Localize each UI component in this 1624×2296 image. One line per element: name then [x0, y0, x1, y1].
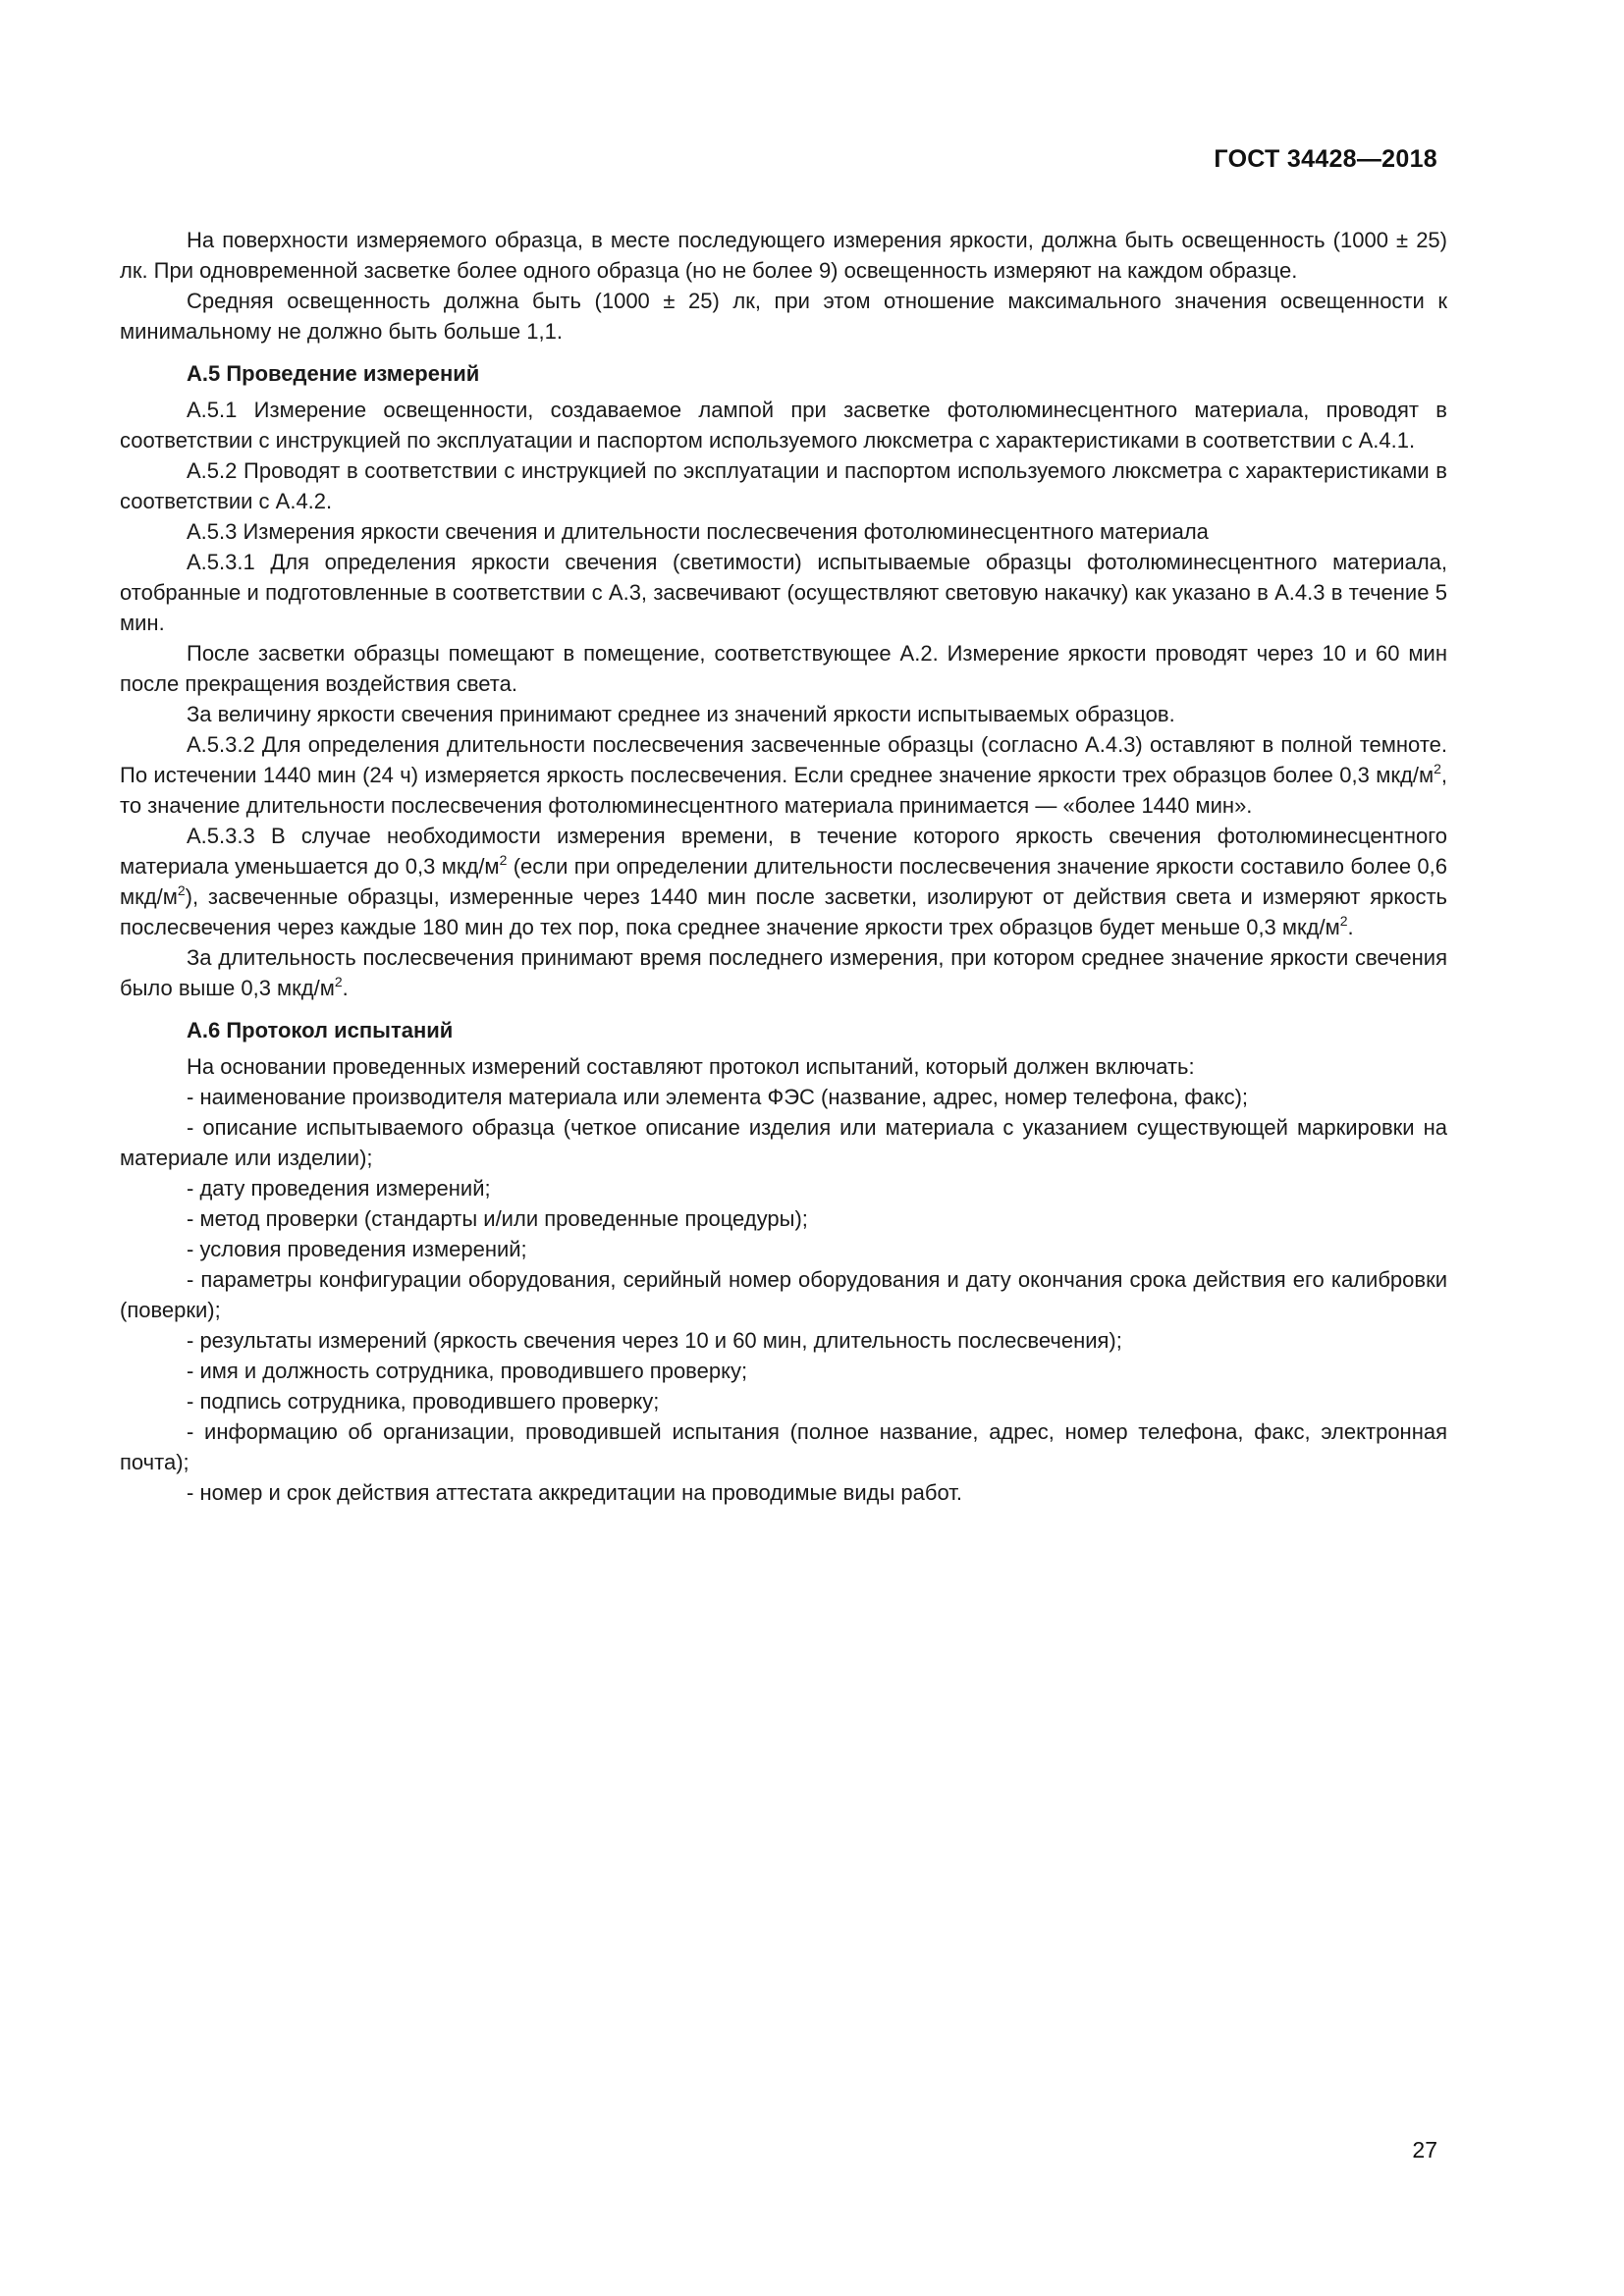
- paragraph-a5-3-3: [120, 821, 1447, 942]
- paragraph-a5-3: А.5.3 Измерения яркости свечения и длительности послесвечения фотолюминесцентного материала: [187, 519, 1209, 544]
- superscript: 2: [1434, 761, 1441, 776]
- text-fragment: (если при определении длительности послесвечения значение яркости составило более 0,6 мкд/м: [120, 854, 1448, 909]
- paragraph: На основании проведенных измерений составляют протокол испытаний, который должен включать:: [187, 1054, 1195, 1079]
- text-fragment: ), засвеченные образцы, измеренные через 1440 мин после засветки, изолируют от действия света и измеряют яркость послесвечения через каждые 180 мин до тех пор, пока среднее значение яркости трех образцов будет меньше 0,3 мкд/м: [120, 884, 1447, 939]
- list-item: - дату проведения измерений;: [187, 1176, 491, 1201]
- list-item: - номер и срок действия аттестата аккредитации на проводимые виды работ.: [187, 1480, 962, 1505]
- section-heading-a6: А.6 Протокол испытаний: [187, 1018, 454, 1042]
- list-item: - параметры конфигурации оборудования, серийный номер оборудования и дату окончания срока действия его калибровки (поверки);: [120, 1267, 1447, 1322]
- list-item: - информацию об организации, проводившей испытания (полное название, адрес, номер телефона, факс, электронная почта);: [120, 1419, 1447, 1474]
- paragraph: За величину яркости свечения принимают среднее из значений яркости испытываемых образцов.: [187, 702, 1175, 726]
- paragraph: На поверхности измеряемого образца, в месте последующего измерения яркости, должна быть освещенность (1000 ± 25) лк. При одновременной засветке более одного образца (но не более 9) освещенность измеряют на каждом образце.: [120, 228, 1447, 283]
- text-fragment: А.5.3.3 В случае необходимости измерения времени, в течение которого яркость свечения фотолюминесцентного материала уменьшается до 0,3 мкд/м: [120, 824, 1447, 879]
- text-fragment: А.5.3.2 Для определения длительности послесвечения засвеченные образцы (согласно А.4.3) оставляют в полной темноте. По истечении 1440 мин (24 ч) измеряется яркость послесвечения. Если среднее значение яркости трех образцов более 0,3 мкд/м: [120, 732, 1447, 787]
- list-item: - наименование производителя материала или элемента ФЭС (название, адрес, номер телефона, факс);: [187, 1085, 1249, 1109]
- page-content: [120, 225, 1447, 1508]
- superscript: 2: [334, 974, 343, 989]
- list-item: - описание испытываемого образца (четкое описание изделия или материала с указанием существующей маркировки на материале или изделии);: [120, 1115, 1447, 1170]
- text-fragment: За длительность послесвечения принимают время последнего измерения, при котором среднее значение яркости свечения было выше 0,3 мкд/м: [120, 945, 1447, 1000]
- superscript: 2: [177, 882, 186, 898]
- standard-header: ГОСТ 34428—2018: [1214, 145, 1437, 173]
- text-fragment: .: [1347, 915, 1354, 939]
- list-item: - метод проверки (стандарты и/или проведенные процедуры);: [187, 1206, 808, 1231]
- superscript: 2: [1339, 913, 1348, 929]
- paragraph: После засветки образцы помещают в помещение, соответствующее А.2. Измерение яркости проводят через 10 и 60 мин после прекращения воздействия света.: [120, 641, 1447, 696]
- list-item: - имя и должность сотрудника, проводившего проверку;: [187, 1359, 748, 1383]
- list-item: - результаты измерений (яркость свечения через 10 и 60 мин, длительность послесвечения);: [187, 1328, 1122, 1353]
- section-heading-a5: А.5 Проведение измерений: [187, 361, 480, 386]
- text-fragment: .: [342, 976, 349, 1000]
- paragraph-a5-2: А.5.2 Проводят в соответствии с инструкцией по эксплуатации и паспортом используемого люксметра с характеристиками в соответствии с А.4.2.: [120, 458, 1447, 513]
- paragraph-a5-1: А.5.1 Измерение освещенности, создаваемое лампой при засветке фотолюминесцентного материала, проводят в соответствии с инструкцией по эксплуатации и паспортом используемого люксметра с характеристиками в соответствии с А.4.1.: [120, 398, 1447, 453]
- page-number: 27: [1412, 2137, 1437, 2163]
- list-item: - подпись сотрудника, проводившего проверку;: [187, 1389, 660, 1414]
- paragraph: [120, 942, 1447, 1003]
- superscript: 2: [499, 852, 508, 868]
- paragraph: Средняя освещенность должна быть (1000 ± 25) лк, при этом отношение максимального значения освещенности к минимальному не должно быть больше 1,1.: [120, 289, 1447, 344]
- text-fragment: , то значение длительности послесвечения фотолюминесцентного материала принимается — «более 1440 мин».: [120, 763, 1447, 818]
- list-item: - условия проведения измерений;: [187, 1237, 527, 1261]
- paragraph-a5-3-2: [120, 729, 1447, 821]
- paragraph-a5-3-1: А.5.3.1 Для определения яркости свечения (светимости) испытываемые образцы фотолюминесцентного материала, отобранные и подготовленные в соответствии с А.3, засвечивают (осуществляют световую накачку) как указано в А.4.3 в течение 5 мин.: [120, 550, 1447, 635]
